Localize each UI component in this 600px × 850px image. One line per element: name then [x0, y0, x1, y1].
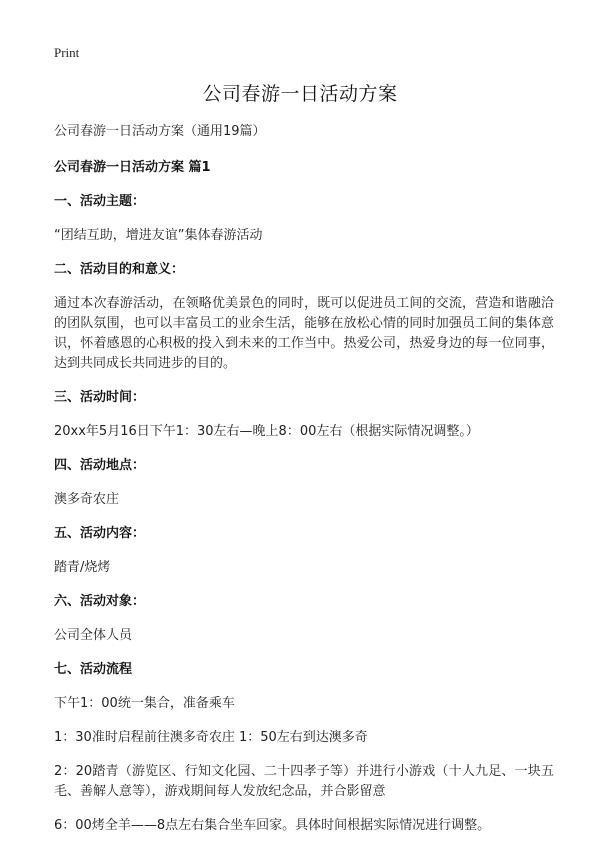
theme-heading: 一、活动主题：	[54, 194, 146, 209]
content-heading: 五、活动内容：	[54, 526, 146, 541]
time-heading: 三、活动时间：	[54, 390, 146, 405]
time-text: 20xx年5月16日下午1：30左右—晚上8：00左右（根据实际情况调整。）	[54, 424, 479, 439]
place-heading: 四、活动地点：	[54, 458, 146, 473]
process-step: 1：30准时启程前往澳多奇农庄 1：50左右到达澳多奇	[54, 730, 368, 745]
purpose-text: 通过本次春游活动，在领略优美景色的同时，既可以促进员工间的交流，营造和谐融洽的团队氛围，也可以丰富员工的业余生活，能够在放松心情的同时加强员工间的集体意识，怀着感恩的心积极的投入到未来的工作当中。热爱公司，热爱身边的每一位同事，达到共同成长共同进步的目的。	[54, 296, 554, 371]
article-heading: 公司春游一日活动方案 篇1	[54, 160, 211, 175]
document-body	[54, 122, 554, 850]
audience-heading: 六、活动对象：	[54, 594, 146, 609]
page-title: 公司春游一日活动方案	[202, 83, 398, 105]
content-text: 踏青/烧烤	[54, 560, 111, 575]
process-step: 6：00烤全羊——8点左右集合坐车回家。具体时间根据实际情况进行调整。	[54, 818, 491, 833]
audience-text: 公司全体人员	[54, 628, 133, 643]
place-text: 澳多奇农庄	[54, 492, 120, 507]
theme-text: “团结互助，增进友谊”集体春游活动	[54, 228, 263, 243]
purpose-heading: 二、活动目的和意义：	[54, 262, 185, 277]
document-subtitle: 公司春游一日活动方案（通用19篇）	[54, 124, 266, 139]
process-heading: 七、活动流程	[54, 662, 133, 677]
process-step: 下午1：00统一集合，准备乘车	[54, 696, 235, 711]
print-link[interactable]: Print	[54, 45, 80, 60]
process-step: 2：20踏青（游览区、行知文化园、二十四孝子等）并进行小游戏（十人九足、一块五毛、善解人意等），游戏期间每人发放纪念品，并合影留意	[54, 764, 554, 799]
